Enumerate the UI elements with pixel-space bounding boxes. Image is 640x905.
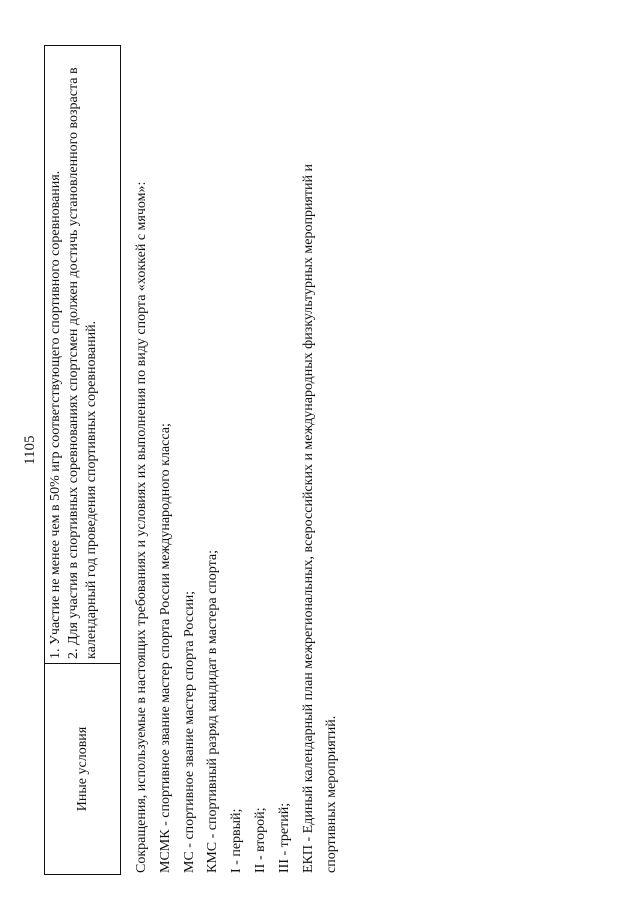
abbreviation-item: II - второй; [252, 807, 268, 873]
abbreviation-item: ЕКП - Единый календарный план межрегиональных, всероссийских и международных физкультурных мероприятий и [300, 164, 316, 873]
conditions-table [44, 45, 121, 875]
table-line: 2. Для участия в спортивных соревнованиях спортсмен должен достичь установленного возраста в [66, 67, 81, 659]
abbreviation-item: МСМК - спортивное звание мастер спорта России международного класса; [157, 423, 173, 873]
abbreviation-item: I - первый; [229, 808, 245, 873]
abbreviations-section [130, 33, 344, 873]
abbreviation-item: спортивных мероприятий. [324, 715, 340, 873]
table-content-cell [45, 46, 120, 663]
table-line: 1. Участие не менее чем в 50% игр соответствующего спортивного соревнования. [48, 170, 63, 659]
abbreviation-item: III - третий; [276, 802, 292, 873]
abbreviations-intro: Сокращения, используемые в настоящих требованиях и условиях их выполнения по виду спорта «хоккей с мячом»: [134, 181, 149, 873]
abbreviation-item: КМС - спортивный разряд кандидат в мастера спорта; [205, 550, 221, 873]
abbreviation-item: МС - спортивное звание мастер спорта России; [181, 590, 197, 873]
table-line: календарный год проведения спортивных соревнований. [84, 320, 99, 659]
table-label-cell: Иные условия [45, 663, 120, 874]
page-number: 1105 [22, 435, 38, 465]
